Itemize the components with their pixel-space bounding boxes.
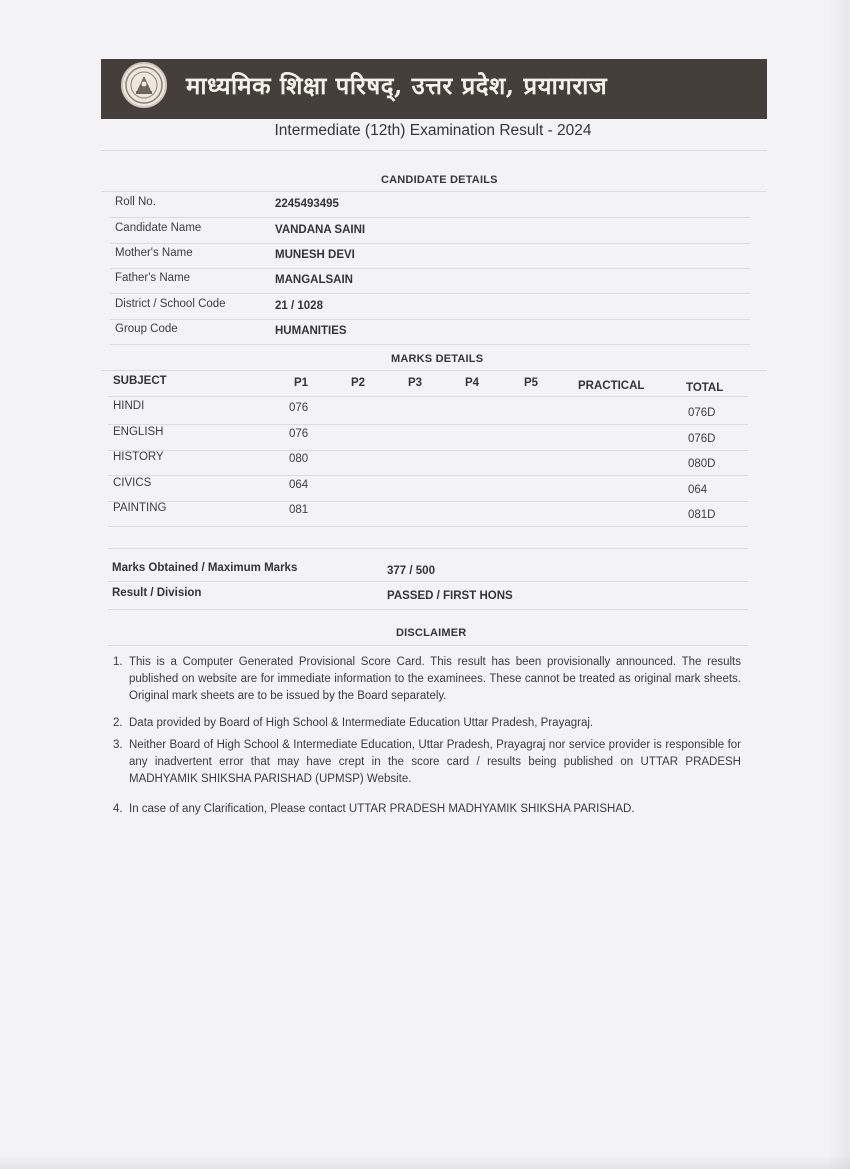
disclaimer-item: [113, 737, 741, 788]
subject-name: ENGLISH: [113, 426, 164, 438]
p1-marks: 064: [289, 479, 309, 491]
col-header-practical: PRACTICAL: [578, 380, 645, 392]
divider: [110, 344, 750, 345]
total-marks: 076D: [688, 407, 716, 419]
subject-name: HINDI: [113, 400, 145, 412]
disclaimer-item-text: Neither Board of High School & Intermediate Education, Uttar Pradesh, Prayagraj nor service provider is responsible for any inadvertent error that may have crept in the score card / results being published on UTTAR PRADESH MADHYAMIK SHIKSHA PARISHAD (UPMSP) Website.: [129, 739, 741, 785]
subject-name: HISTORY: [113, 451, 164, 463]
p1-marks: 081: [289, 504, 309, 516]
divider: [110, 293, 750, 294]
divider: [101, 370, 767, 371]
disclaimer-item-number: 2.: [113, 717, 123, 729]
col-header-p1: P1: [294, 377, 309, 389]
col-header-p5: P5: [524, 377, 539, 389]
divider: [108, 548, 748, 549]
col-header-total: TOTAL: [686, 382, 724, 394]
p1-marks: 076: [289, 402, 309, 414]
result-division-value: PASSED / FIRST HONS: [387, 590, 513, 602]
disclaimer-item-text: This is a Computer Generated Provisional Score Card. This result has been provisionally announced. The results published on website are for immediate information to the examinees. These cannot be treated as original mark sheets. Original mark sheets are to be issued by the Board separately.: [129, 656, 741, 702]
disclaimer-item: [113, 801, 741, 818]
total-marks: 080D: [688, 458, 716, 470]
divider: [110, 217, 750, 218]
page-bottom-shadow: [0, 1155, 850, 1169]
candidate-field-value: HUMANITIES: [275, 325, 347, 337]
divider: [108, 501, 748, 502]
divider: [101, 191, 767, 192]
divider: [108, 645, 748, 646]
total-marks: 064: [688, 484, 708, 496]
total-marks: 081D: [688, 509, 716, 521]
candidate-field-label: Candidate Name: [115, 222, 202, 234]
disclaimer-item-text: Data provided by Board of High School & Intermediate Education Uttar Pradesh, Prayagraj.: [129, 717, 594, 729]
divider: [110, 243, 750, 244]
col-header-subject: SUBJECT: [113, 375, 167, 387]
subject-name: CIVICS: [113, 477, 152, 489]
upmsp-emblem-icon: [121, 62, 167, 108]
disclaimer-item: [113, 654, 741, 705]
divider: [108, 581, 748, 582]
subject-name: PAINTING: [113, 502, 167, 514]
marks-details-heading: MARKS DETAILS: [391, 353, 484, 365]
candidate-field-value: 21 / 1028: [275, 300, 323, 312]
divider: [108, 609, 748, 610]
p1-marks: 080: [289, 453, 309, 465]
candidate-field-label: Group Code: [115, 323, 178, 335]
candidate-field-label: Roll No.: [115, 196, 156, 208]
col-header-p4: P4: [465, 377, 480, 389]
p1-marks: 076: [289, 428, 309, 440]
total-marks: 076D: [688, 433, 716, 445]
divider: [108, 396, 748, 397]
disclaimer-item-number: 4.: [113, 803, 123, 815]
page-edge-shadow: [828, 0, 850, 1169]
disclaimer-heading: DISCLAIMER: [396, 627, 467, 639]
candidate-field-label: District / School Code: [115, 298, 226, 310]
divider: [101, 150, 767, 151]
candidate-field-label: Mother's Name: [115, 247, 193, 259]
candidate-field-value: MUNESH DEVI: [275, 249, 355, 261]
divider: [108, 424, 748, 425]
candidate-details-heading: CANDIDATE DETAILS: [381, 174, 498, 186]
page-title: Intermediate (12th) Examination Result - 2024: [274, 122, 592, 139]
disclaimer-item: [113, 715, 741, 732]
candidate-field-value: MANGALSAIN: [275, 274, 353, 286]
divider: [108, 475, 748, 476]
header-banner: [101, 59, 767, 119]
divider: [108, 450, 748, 451]
divider: [110, 268, 750, 269]
result-division-label: Result / Division: [112, 587, 202, 599]
marks-obtained-value: 377 / 500: [387, 565, 435, 577]
divider: [110, 319, 750, 320]
marks-obtained-label: Marks Obtained / Maximum Marks: [112, 562, 298, 574]
divider: [108, 526, 748, 527]
disclaimer-item-number: 1.: [113, 656, 123, 668]
candidate-field-value: VANDANA SAINI: [275, 224, 366, 236]
col-header-p2: P2: [351, 377, 366, 389]
disclaimer-item-number: 3.: [113, 739, 123, 751]
board-name: माध्यमिक शिक्षा परिषद्, उत्तर प्रदेश, प्रयागराज: [186, 71, 608, 100]
candidate-field-value: 2245493495: [275, 198, 339, 210]
disclaimer-item-text: In case of any Clarification, Please contact UTTAR PRADESH MADHYAMIK SHIKSHA PARISHAD.: [129, 803, 635, 815]
candidate-field-label: Father's Name: [115, 272, 191, 284]
col-header-p3: P3: [408, 377, 423, 389]
